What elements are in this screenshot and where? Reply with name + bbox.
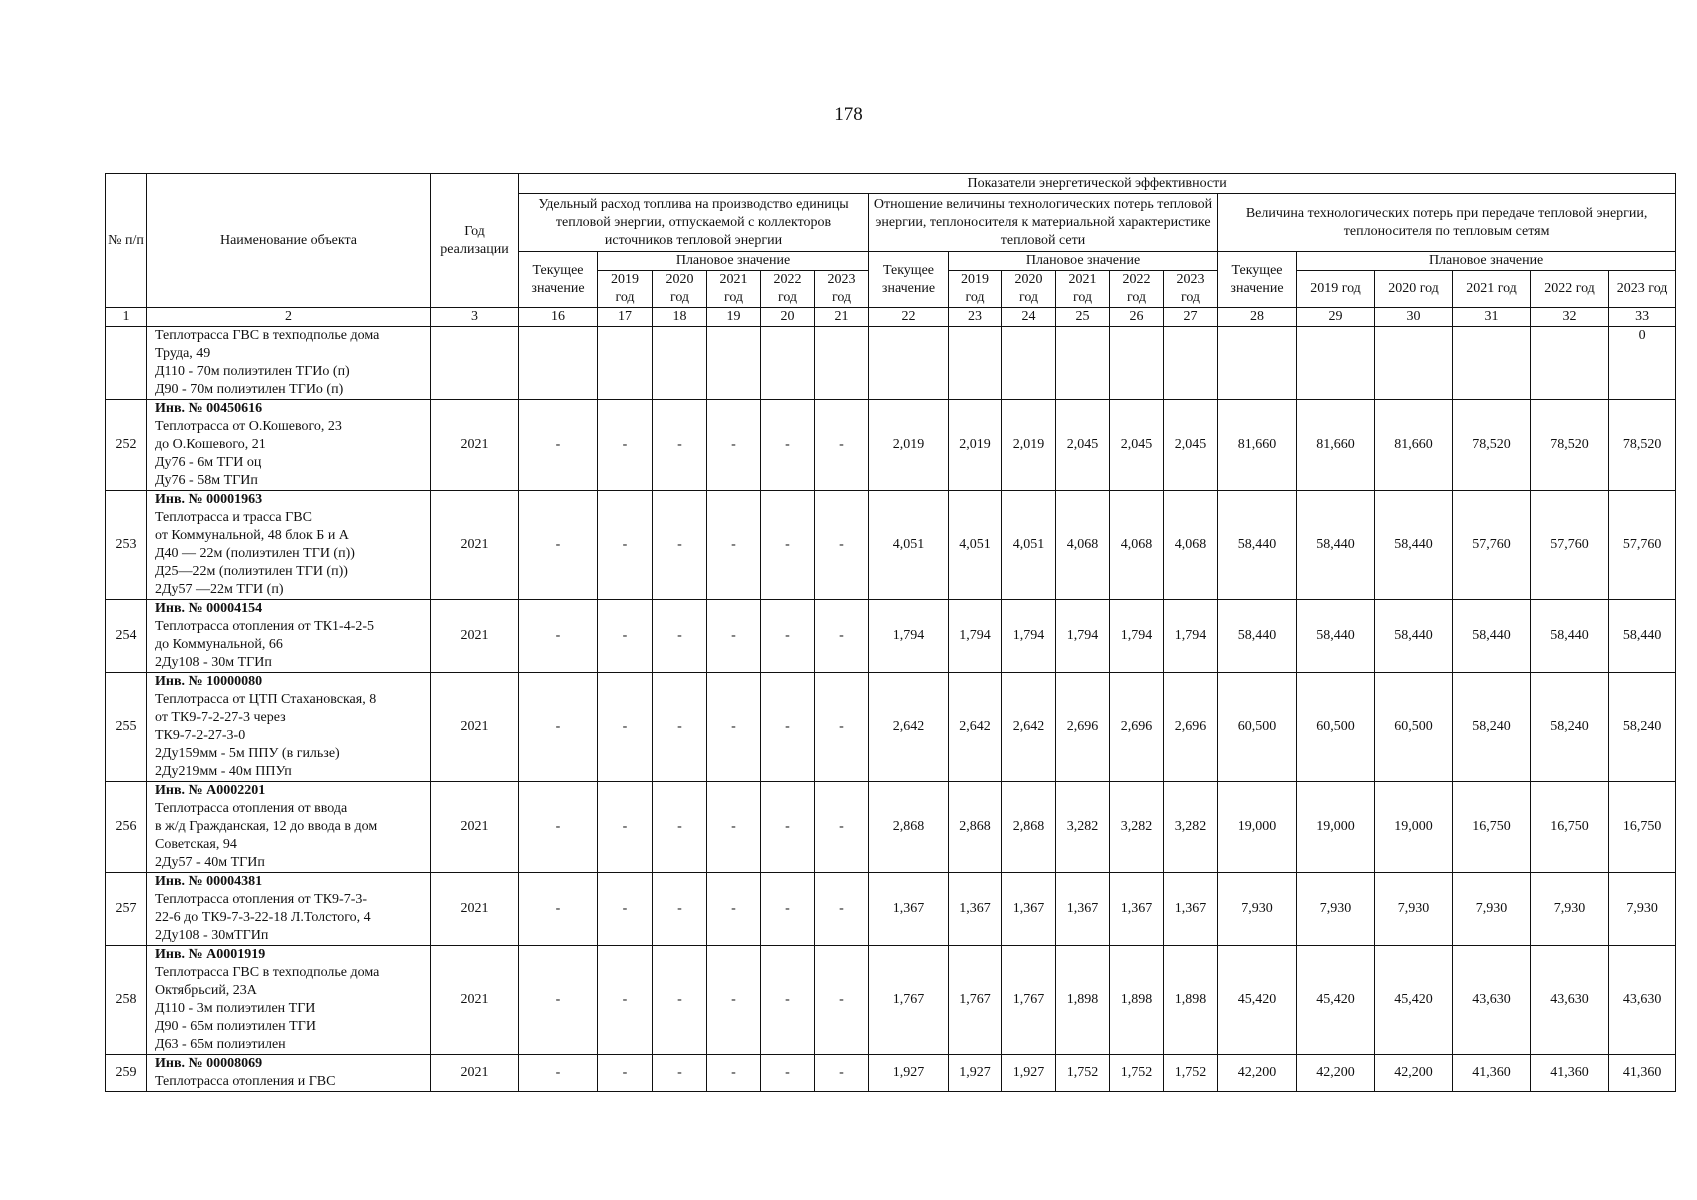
indicator-value: 42,200 bbox=[1375, 1055, 1453, 1092]
table-row bbox=[106, 946, 1676, 1055]
indicator-value: - bbox=[653, 600, 707, 673]
implementation-year: 2021 bbox=[431, 946, 519, 1055]
indicator-value: 1,752 bbox=[1110, 1055, 1164, 1092]
header-year-1-3: 2021 год bbox=[707, 271, 761, 308]
header-current-3: Текущее значение bbox=[1218, 252, 1297, 308]
indicator-value bbox=[653, 327, 707, 400]
column-number: 3 bbox=[431, 308, 519, 327]
implementation-year bbox=[431, 327, 519, 400]
table-row bbox=[106, 1055, 1676, 1092]
column-number: 2 bbox=[147, 308, 431, 327]
indicator-value: - bbox=[815, 491, 869, 600]
indicator-value: 58,440 bbox=[1375, 491, 1453, 600]
indicator-value: 81,660 bbox=[1297, 400, 1375, 491]
indicator-value: 45,420 bbox=[1297, 946, 1375, 1055]
object-name-line: от ТК9-7-2-27-3 через bbox=[155, 710, 286, 725]
column-number: 17 bbox=[598, 308, 653, 327]
column-number: 22 bbox=[869, 308, 949, 327]
indicator-value: - bbox=[519, 782, 598, 873]
object-name-line: Теплотрасса от ЦТП Стахановская, 8 bbox=[155, 692, 377, 707]
indicator-value: 41,360 bbox=[1531, 1055, 1609, 1092]
indicator-value: 58,440 bbox=[1218, 491, 1297, 600]
object-name-line: Д90 - 65м полиэтилен ТГИ bbox=[155, 1019, 316, 1034]
object-name-line: от Коммунальной, 48 блок Б и А bbox=[155, 528, 349, 543]
indicator-value: - bbox=[761, 1055, 815, 1092]
indicator-value: 3,282 bbox=[1164, 782, 1218, 873]
indicator-value: 1,367 bbox=[1002, 873, 1056, 946]
table-row bbox=[106, 327, 1676, 400]
indicator-value: 1,898 bbox=[1110, 946, 1164, 1055]
object-name-line: Ду76 - 58м ТГИп bbox=[155, 473, 258, 488]
header-year-3-2: 2020 год bbox=[1375, 271, 1453, 308]
object-name-line: Октябрьсий, 23А bbox=[155, 983, 257, 998]
indicator-value: 2,868 bbox=[1002, 782, 1056, 873]
indicator-value: 42,200 bbox=[1218, 1055, 1297, 1092]
indicator-value: 1,794 bbox=[1164, 600, 1218, 673]
implementation-year: 2021 bbox=[431, 782, 519, 873]
inventory-number: Инв. № А0002201 bbox=[155, 783, 266, 798]
indicator-value: 4,068 bbox=[1056, 491, 1110, 600]
header-planned-2: Плановое значение bbox=[949, 252, 1218, 271]
indicator-value: 43,630 bbox=[1531, 946, 1609, 1055]
indicator-value: - bbox=[519, 873, 598, 946]
header-group-loss-value: Величина технологических потерь при передаче тепловой энергии, теплоносителя по тепловым сетям bbox=[1218, 194, 1676, 252]
row-number: 254 bbox=[106, 600, 147, 673]
header-group-loss-ratio: Отношение величины технологических потерь тепловой энергии, теплоносителя к материальной характеристике тепловой сети bbox=[869, 194, 1218, 252]
indicator-value: 58,440 bbox=[1609, 600, 1676, 673]
indicator-value bbox=[1218, 327, 1297, 400]
object-name-line: Д110 - 70м полиэтилен ТГИо (п) bbox=[155, 364, 350, 379]
indicator-value bbox=[598, 327, 653, 400]
object-name bbox=[147, 600, 431, 673]
indicator-value: 16,750 bbox=[1531, 782, 1609, 873]
indicator-value: 19,000 bbox=[1375, 782, 1453, 873]
inventory-number: Инв. № 10000080 bbox=[155, 674, 263, 689]
indicator-value: - bbox=[761, 491, 815, 600]
header-current-2: Текущее значение bbox=[869, 252, 949, 308]
indicator-value: - bbox=[761, 400, 815, 491]
object-name-line: Теплотрасса отопления от ТК1-4-2-5 bbox=[155, 619, 375, 634]
object-name-line: 2Ду57 —22м ТГИ (п) bbox=[155, 582, 284, 597]
object-name-line: 2Ду108 - 30м ТГИп bbox=[155, 655, 272, 670]
indicator-value bbox=[1110, 327, 1164, 400]
table-row bbox=[106, 491, 1676, 600]
header-year-3-1: 2019 год bbox=[1297, 271, 1375, 308]
column-number: 23 bbox=[949, 308, 1002, 327]
indicator-value: 4,068 bbox=[1164, 491, 1218, 600]
implementation-year: 2021 bbox=[431, 673, 519, 782]
header-year-3-4: 2022 год bbox=[1531, 271, 1609, 308]
indicator-value: 1,367 bbox=[949, 873, 1002, 946]
indicator-value bbox=[1531, 327, 1609, 400]
indicator-value: - bbox=[653, 782, 707, 873]
header-group-top: Показатели энергетической эффективности bbox=[519, 174, 1676, 194]
indicator-value: - bbox=[707, 400, 761, 491]
column-number: 29 bbox=[1297, 308, 1375, 327]
indicator-value: 2,642 bbox=[1002, 673, 1056, 782]
indicator-value: 3,282 bbox=[1056, 782, 1110, 873]
indicator-value: 41,360 bbox=[1609, 1055, 1676, 1092]
column-number: 20 bbox=[761, 308, 815, 327]
indicator-value: 7,930 bbox=[1218, 873, 1297, 946]
indicator-value: - bbox=[761, 673, 815, 782]
implementation-year: 2021 bbox=[431, 491, 519, 600]
table-row bbox=[106, 873, 1676, 946]
page-number: 178 bbox=[834, 104, 863, 125]
row-number: 258 bbox=[106, 946, 147, 1055]
indicator-value: 4,051 bbox=[1002, 491, 1056, 600]
indicator-value: 19,000 bbox=[1218, 782, 1297, 873]
indicator-value: - bbox=[707, 782, 761, 873]
object-name-line: до О.Кошевого, 21 bbox=[155, 437, 266, 452]
indicator-value: 58,440 bbox=[1297, 600, 1375, 673]
indicator-value: 1,767 bbox=[869, 946, 949, 1055]
indicator-value: 7,930 bbox=[1297, 873, 1375, 946]
header-group-fuel: Удельный расход топлива на производство единицы тепловой энергии, отпускаемой с коллекторов источников тепловой энергии bbox=[519, 194, 869, 252]
indicator-value bbox=[1375, 327, 1453, 400]
indicator-value bbox=[869, 327, 949, 400]
indicator-value: 58,440 bbox=[1453, 600, 1531, 673]
inventory-number: Инв. № 00001963 bbox=[155, 492, 263, 507]
object-name bbox=[147, 673, 431, 782]
object-name-line: Теплотрасса ГВС в техподполье дома bbox=[155, 965, 380, 980]
inventory-number: Инв. № 00004154 bbox=[155, 601, 263, 616]
indicator-value: 58,240 bbox=[1609, 673, 1676, 782]
indicator-value bbox=[707, 327, 761, 400]
indicator-value bbox=[1056, 327, 1110, 400]
indicator-value: - bbox=[815, 873, 869, 946]
header-planned-3: Плановое значение bbox=[1297, 252, 1676, 271]
indicator-value: 45,420 bbox=[1375, 946, 1453, 1055]
object-name bbox=[147, 873, 431, 946]
indicator-value: 81,660 bbox=[1218, 400, 1297, 491]
inventory-number: Инв. № А0001919 bbox=[155, 947, 266, 962]
indicator-value: 1,367 bbox=[1110, 873, 1164, 946]
indicator-value bbox=[1453, 327, 1531, 400]
object-name-line: Труда, 49 bbox=[155, 346, 211, 361]
header-year-3-5: 2023 год bbox=[1609, 271, 1676, 308]
indicator-value: - bbox=[598, 873, 653, 946]
indicator-value: - bbox=[815, 600, 869, 673]
header-planned-1: Плановое значение bbox=[598, 252, 869, 271]
indicator-value: 58,440 bbox=[1375, 600, 1453, 673]
inventory-number: Инв. № 00008069 bbox=[155, 1056, 263, 1071]
column-number: 32 bbox=[1531, 308, 1609, 327]
indicator-value: 4,051 bbox=[949, 491, 1002, 600]
indicator-value: 43,630 bbox=[1453, 946, 1531, 1055]
indicator-value: 42,200 bbox=[1297, 1055, 1375, 1092]
indicator-value: 81,660 bbox=[1375, 400, 1453, 491]
indicator-value: - bbox=[519, 1055, 598, 1092]
object-name bbox=[147, 782, 431, 873]
indicator-value: 2,019 bbox=[949, 400, 1002, 491]
object-name-line: 2Ду57 - 40м ТГИп bbox=[155, 855, 265, 870]
indicator-value: 2,045 bbox=[1056, 400, 1110, 491]
object-name-line: Д63 - 65м полиэтилен bbox=[155, 1037, 286, 1052]
indicator-value: - bbox=[598, 400, 653, 491]
indicator-value: - bbox=[598, 673, 653, 782]
indicator-value: 45,420 bbox=[1218, 946, 1297, 1055]
indicator-value: 19,000 bbox=[1297, 782, 1375, 873]
object-name-line: Теплотрасса отопления от ТК9-7-3- bbox=[155, 892, 368, 907]
indicator-value: 1,927 bbox=[949, 1055, 1002, 1092]
header-year-1-5: 2023 год bbox=[815, 271, 869, 308]
column-number: 19 bbox=[707, 308, 761, 327]
implementation-year: 2021 bbox=[431, 400, 519, 491]
indicator-value bbox=[815, 327, 869, 400]
indicator-value: - bbox=[707, 1055, 761, 1092]
indicator-value: - bbox=[519, 491, 598, 600]
indicator-value: 1,752 bbox=[1056, 1055, 1110, 1092]
indicator-value: 1,927 bbox=[1002, 1055, 1056, 1092]
indicator-value: 2,868 bbox=[869, 782, 949, 873]
indicator-value: 58,440 bbox=[1218, 600, 1297, 673]
indicator-value: 57,760 bbox=[1531, 491, 1609, 600]
indicator-value: - bbox=[707, 673, 761, 782]
table-row bbox=[106, 673, 1676, 782]
object-name-line: Теплотрасса отопления от ввода bbox=[155, 801, 348, 816]
indicator-value: 78,520 bbox=[1531, 400, 1609, 491]
column-number: 25 bbox=[1056, 308, 1110, 327]
indicator-value: - bbox=[707, 873, 761, 946]
indicator-value: 2,696 bbox=[1110, 673, 1164, 782]
indicator-value: 2,868 bbox=[949, 782, 1002, 873]
header-year-2-3: 2021 год bbox=[1056, 271, 1110, 308]
object-name-line: до Коммунальной, 66 bbox=[155, 637, 283, 652]
header-year-1-1: 2019 год bbox=[598, 271, 653, 308]
indicator-value: - bbox=[653, 873, 707, 946]
indicator-value: 60,500 bbox=[1297, 673, 1375, 782]
implementation-year: 2021 bbox=[431, 1055, 519, 1092]
object-name-line: Д110 - 3м полиэтилен ТГИ bbox=[155, 1001, 316, 1016]
indicator-value: 1,898 bbox=[1164, 946, 1218, 1055]
object-name-line: в ж/д Гражданская, 12 до ввода в дом bbox=[155, 819, 378, 834]
indicator-value: 7,930 bbox=[1453, 873, 1531, 946]
indicator-value: 1,794 bbox=[869, 600, 949, 673]
header-year-2-1: 2019 год bbox=[949, 271, 1002, 308]
indicator-value: - bbox=[653, 673, 707, 782]
indicator-value: 7,930 bbox=[1609, 873, 1676, 946]
indicator-value: 1,794 bbox=[1056, 600, 1110, 673]
indicator-value: 3,282 bbox=[1110, 782, 1164, 873]
column-number: 24 bbox=[1002, 308, 1056, 327]
row-number: 256 bbox=[106, 782, 147, 873]
indicator-value: - bbox=[761, 782, 815, 873]
indicator-value: - bbox=[519, 600, 598, 673]
energy-efficiency-table bbox=[105, 173, 1676, 1092]
indicator-value: - bbox=[815, 946, 869, 1055]
indicator-value: - bbox=[653, 946, 707, 1055]
indicator-value: 0 bbox=[1609, 327, 1676, 400]
indicator-value: 1,794 bbox=[1002, 600, 1056, 673]
indicator-value: - bbox=[519, 673, 598, 782]
indicator-value bbox=[519, 327, 598, 400]
object-name-line: 2Ду159мм - 5м ППУ (в гильзе) bbox=[155, 746, 340, 761]
object-name bbox=[147, 400, 431, 491]
indicator-value: - bbox=[598, 946, 653, 1055]
indicator-value bbox=[949, 327, 1002, 400]
indicator-value bbox=[1164, 327, 1218, 400]
indicator-value: - bbox=[761, 873, 815, 946]
indicator-value: 1,767 bbox=[1002, 946, 1056, 1055]
column-number: 26 bbox=[1110, 308, 1164, 327]
column-number: 21 bbox=[815, 308, 869, 327]
indicator-value: 7,930 bbox=[1375, 873, 1453, 946]
indicator-value: - bbox=[815, 400, 869, 491]
header-year-2-2: 2020 год bbox=[1002, 271, 1056, 308]
indicator-value: - bbox=[815, 673, 869, 782]
indicator-value: - bbox=[707, 600, 761, 673]
indicator-value: 57,760 bbox=[1453, 491, 1531, 600]
indicator-value: 2,642 bbox=[869, 673, 949, 782]
indicator-value: - bbox=[598, 491, 653, 600]
indicator-value: 4,051 bbox=[869, 491, 949, 600]
table-row bbox=[106, 600, 1676, 673]
indicator-value: 1,794 bbox=[1110, 600, 1164, 673]
row-number: 259 bbox=[106, 1055, 147, 1092]
indicator-value: 58,240 bbox=[1531, 673, 1609, 782]
row-number: 257 bbox=[106, 873, 147, 946]
indicator-value: 2,045 bbox=[1110, 400, 1164, 491]
indicator-value: 1,367 bbox=[869, 873, 949, 946]
indicator-value: - bbox=[653, 1055, 707, 1092]
header-current-1: Текущее значение bbox=[519, 252, 598, 308]
indicator-value: - bbox=[761, 600, 815, 673]
indicator-value: - bbox=[761, 946, 815, 1055]
column-number: 1 bbox=[106, 308, 147, 327]
header-year-2-5: 2023 год bbox=[1164, 271, 1218, 308]
indicator-value: 58,440 bbox=[1531, 600, 1609, 673]
object-name-line: Д25—22м (полиэтилен ТГИ (п)) bbox=[155, 564, 348, 579]
object-name-line: 2Ду219мм - 40м ППУп bbox=[155, 764, 292, 779]
indicator-value bbox=[1002, 327, 1056, 400]
row-number bbox=[106, 327, 147, 400]
object-name-line: 22-6 до ТК9-7-3-22-18 Л.Толстого, 4 bbox=[155, 910, 371, 925]
indicator-value: - bbox=[598, 600, 653, 673]
object-name bbox=[147, 491, 431, 600]
row-number: 253 bbox=[106, 491, 147, 600]
indicator-value: 7,930 bbox=[1531, 873, 1609, 946]
indicator-value: 2,642 bbox=[949, 673, 1002, 782]
indicator-value: 16,750 bbox=[1609, 782, 1676, 873]
indicator-value: 58,440 bbox=[1297, 491, 1375, 600]
indicator-value: 57,760 bbox=[1609, 491, 1676, 600]
implementation-year: 2021 bbox=[431, 600, 519, 673]
indicator-value: - bbox=[707, 491, 761, 600]
indicator-value: 1,927 bbox=[869, 1055, 949, 1092]
row-number: 252 bbox=[106, 400, 147, 491]
header-year-1-2: 2020 год bbox=[653, 271, 707, 308]
column-number: 28 bbox=[1218, 308, 1297, 327]
indicator-value bbox=[761, 327, 815, 400]
indicator-value: - bbox=[815, 1055, 869, 1092]
object-name-line: Теплотрасса отопления и ГВС bbox=[155, 1074, 336, 1089]
header-num: № п/п bbox=[106, 174, 147, 308]
header-year-3-3: 2021 год bbox=[1453, 271, 1531, 308]
indicator-value: - bbox=[598, 1055, 653, 1092]
table-row bbox=[106, 782, 1676, 873]
indicator-value: 1,794 bbox=[949, 600, 1002, 673]
indicator-value: 60,500 bbox=[1375, 673, 1453, 782]
header-year-2-4: 2022 год bbox=[1110, 271, 1164, 308]
table-row bbox=[106, 400, 1676, 491]
indicator-value: 1,752 bbox=[1164, 1055, 1218, 1092]
indicator-value: 1,767 bbox=[949, 946, 1002, 1055]
column-number: 18 bbox=[653, 308, 707, 327]
object-name-line: 2Ду108 - 30мТГИп bbox=[155, 928, 269, 943]
implementation-year: 2021 bbox=[431, 873, 519, 946]
indicator-value: 16,750 bbox=[1453, 782, 1531, 873]
object-name-line: Д90 - 70м полиэтилен ТГИо (п) bbox=[155, 382, 344, 397]
indicator-value: 2,019 bbox=[1002, 400, 1056, 491]
indicator-value: - bbox=[815, 782, 869, 873]
indicator-value: 1,367 bbox=[1164, 873, 1218, 946]
object-name bbox=[147, 1055, 431, 1092]
column-number: 31 bbox=[1453, 308, 1531, 327]
indicator-value: - bbox=[519, 946, 598, 1055]
indicator-value: 60,500 bbox=[1218, 673, 1297, 782]
indicator-value: 58,240 bbox=[1453, 673, 1531, 782]
indicator-value: - bbox=[598, 782, 653, 873]
object-name bbox=[147, 946, 431, 1055]
object-name-line: ТК9-7-2-27-3-0 bbox=[155, 728, 246, 743]
header-year-1-4: 2022 год bbox=[761, 271, 815, 308]
indicator-value: - bbox=[653, 400, 707, 491]
inventory-number: Инв. № 00450616 bbox=[155, 401, 263, 416]
object-name-line: Советская, 94 bbox=[155, 837, 237, 852]
indicator-value: 43,630 bbox=[1609, 946, 1676, 1055]
column-number: 33 bbox=[1609, 308, 1676, 327]
object-name-line: Теплотрасса от О.Кошевого, 23 bbox=[155, 419, 342, 434]
indicator-value: 78,520 bbox=[1453, 400, 1531, 491]
indicator-value: - bbox=[707, 946, 761, 1055]
indicator-value: 2,696 bbox=[1056, 673, 1110, 782]
indicator-value: 2,045 bbox=[1164, 400, 1218, 491]
row-number: 255 bbox=[106, 673, 147, 782]
indicator-value: 1,898 bbox=[1056, 946, 1110, 1055]
indicator-value: - bbox=[653, 491, 707, 600]
indicator-value: 2,019 bbox=[869, 400, 949, 491]
inventory-number: Инв. № 00004381 bbox=[155, 874, 263, 889]
indicator-value: 78,520 bbox=[1609, 400, 1676, 491]
object-name-line: Теплотрасса и трасса ГВС bbox=[155, 510, 312, 525]
object-name-line: Д40 — 22м (полиэтилен ТГИ (п)) bbox=[155, 546, 355, 561]
header-name: Наименование объекта bbox=[147, 174, 431, 308]
header-year: Год реализации bbox=[431, 174, 519, 308]
indicator-value: - bbox=[519, 400, 598, 491]
column-number: 30 bbox=[1375, 308, 1453, 327]
indicator-value: 41,360 bbox=[1453, 1055, 1531, 1092]
indicator-value: 1,367 bbox=[1056, 873, 1110, 946]
object-name bbox=[147, 327, 431, 400]
indicator-value: 2,696 bbox=[1164, 673, 1218, 782]
object-name-line: Теплотрасса ГВС в техподполье дома bbox=[155, 328, 380, 343]
indicator-value bbox=[1297, 327, 1375, 400]
indicator-value: 4,068 bbox=[1110, 491, 1164, 600]
object-name-line: Ду76 - 6м ТГИ оц bbox=[155, 455, 262, 470]
column-number: 16 bbox=[519, 308, 598, 327]
column-number: 27 bbox=[1164, 308, 1218, 327]
